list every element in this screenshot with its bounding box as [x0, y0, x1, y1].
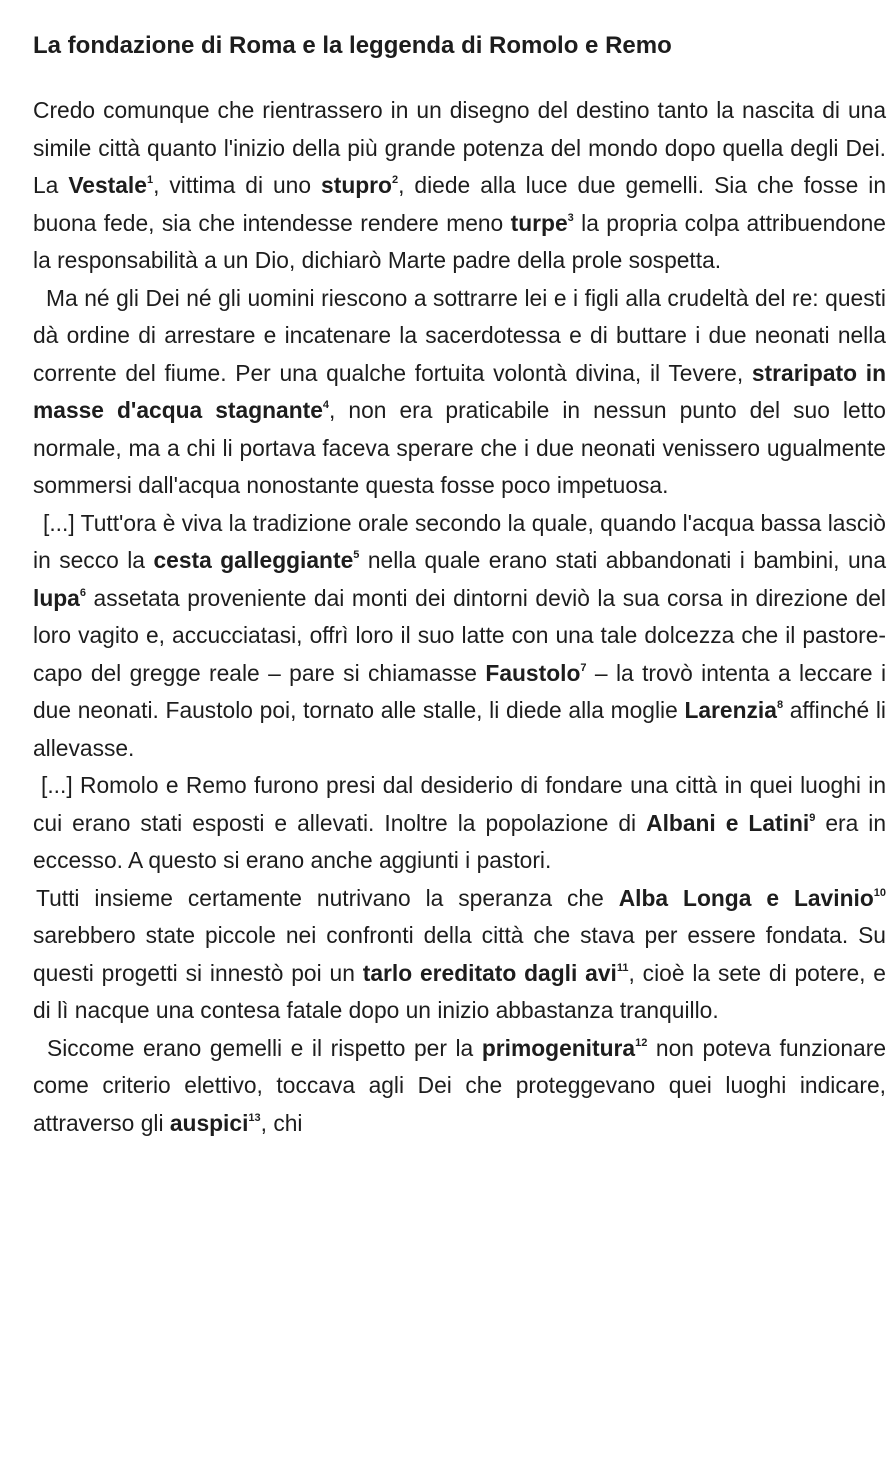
footnote-marker: 5 [353, 549, 360, 561]
key-term: Alba Longa e Lavinio [618, 884, 874, 911]
footnote-marker: 8 [776, 699, 784, 711]
key-term: Larenzia [684, 697, 777, 723]
text-run: nella quale erano stati abbandonati i bambini, una [359, 547, 886, 573]
footnote-marker: 7 [580, 661, 587, 674]
text-run: – la trovò intenta a leccare i due neonati. Faustolo poi, tornato alle stalle, li diede alla moglie [33, 659, 887, 723]
footnote-marker: 12 [635, 1036, 648, 1049]
paragraph [33, 880, 886, 1030]
key-term: stupro [321, 172, 392, 198]
footnote-marker: 9 [809, 811, 816, 824]
key-term: lupa [33, 584, 80, 611]
paragraph [33, 767, 886, 880]
document-body [33, 92, 886, 1142]
text-run: Siccome erano gemelli e il rispetto per la [47, 1034, 482, 1061]
text-run: Ma né gli Dei né gli uomini riescono a sottrarre lei e i figli alla crudeltà del re: questi dà ordine di arrestare e incatenare la sacerdotessa e di buttare i due neonati nella corrente del fiume. Per una qualche fortuita volontà divina, il Tevere, [33, 284, 886, 386]
footnote-marker: 4 [322, 399, 330, 411]
footnote-marker: 2 [391, 174, 399, 186]
text-run: affinché li allevasse. [33, 697, 886, 761]
text-run: non poteva funzionare come criterio elettivo, toccava agli Dei che proteggevano quei luoghi indicare, attraverso gli [33, 1034, 886, 1136]
text-run: , chi [260, 1109, 303, 1136]
footnote-marker: 1 [146, 174, 154, 186]
text-run: [...] Romolo e Remo furono presi dal desiderio di fondare una città in quei luoghi in cui erano stati esposti e allevati. Inoltre la popolazione di [33, 772, 886, 836]
key-term: Albani e Latini [646, 809, 810, 836]
text-run: , cioè la sete di potere, e di lì nacque una contesa fatale dopo un inizio abbastanza tranquillo. [33, 959, 886, 1023]
page-title: La fondazione di Roma e la leggenda di Romolo e Remo [33, 32, 672, 59]
text-run: [...] Tutt'ora è viva la tradizione orale secondo la quale, quando l'acqua bassa lasciò in secco la [33, 509, 886, 573]
text-run: Tutti insieme certamente nutrivano la speranza che [36, 884, 619, 911]
text-run: , non era praticabile in nessun punto del suo letto normale, ma a chi li portava faceva sperare che i due neonati venissero ugualmente sommersi dall'acqua nonostante questa fosse poco impetuosa. [33, 397, 886, 498]
text-run: era in eccesso. A questo si erano anche aggiunti i pastori. [33, 809, 887, 873]
footnote-marker: 6 [79, 586, 86, 599]
paragraph [33, 280, 886, 505]
key-term: auspici [169, 1109, 249, 1136]
paragraph [33, 92, 886, 280]
key-term: turpe [510, 209, 568, 236]
key-term: cesta galleggiante [153, 547, 354, 573]
key-term: Vestale [68, 172, 147, 198]
document-page [33, 30, 886, 1142]
footnote-marker: 10 [873, 886, 886, 899]
footnote-marker: 11 [616, 961, 629, 974]
paragraph [33, 1030, 886, 1143]
text-run: Credo comunque che rientrassero in un disegno del destino tanto la nascita di una simile città quanto l'inizio della più grande potenza del mondo dopo quella degli Dei. La [33, 97, 886, 198]
key-term: Faustolo [485, 659, 581, 686]
footnote-marker: 3 [567, 211, 574, 224]
key-term: tarlo ereditato dagli avi [362, 959, 617, 986]
paragraph [33, 505, 886, 768]
text-run: , diede alla luce due gemelli. Sia che fosse in buona fede, sia che intendesse rendere meno [33, 172, 886, 236]
key-term: straripato in masse d'acqua stagnante [33, 359, 886, 423]
footnote-marker: 13 [248, 1111, 261, 1124]
key-term: primogenitura [481, 1034, 636, 1061]
text-run: assetata proveniente dai monti dei dintorni deviò la sua corsa in direzione del loro vagito e, accucciatasi, offrì loro il suo latte con una tale dolcezza che il pastore-capo del gregge reale – pare si chiamasse [33, 584, 886, 686]
text-run: , vittima di uno [153, 172, 322, 198]
text-run: sarebbero state piccole nei confronti della città che stava per essere fondata. Su questi progetti si innestò poi un [33, 922, 886, 986]
text-run: la propria colpa attribuendone la responsabilità a un Dio, dichiarò Marte padre della prole sospetta. [33, 209, 886, 273]
